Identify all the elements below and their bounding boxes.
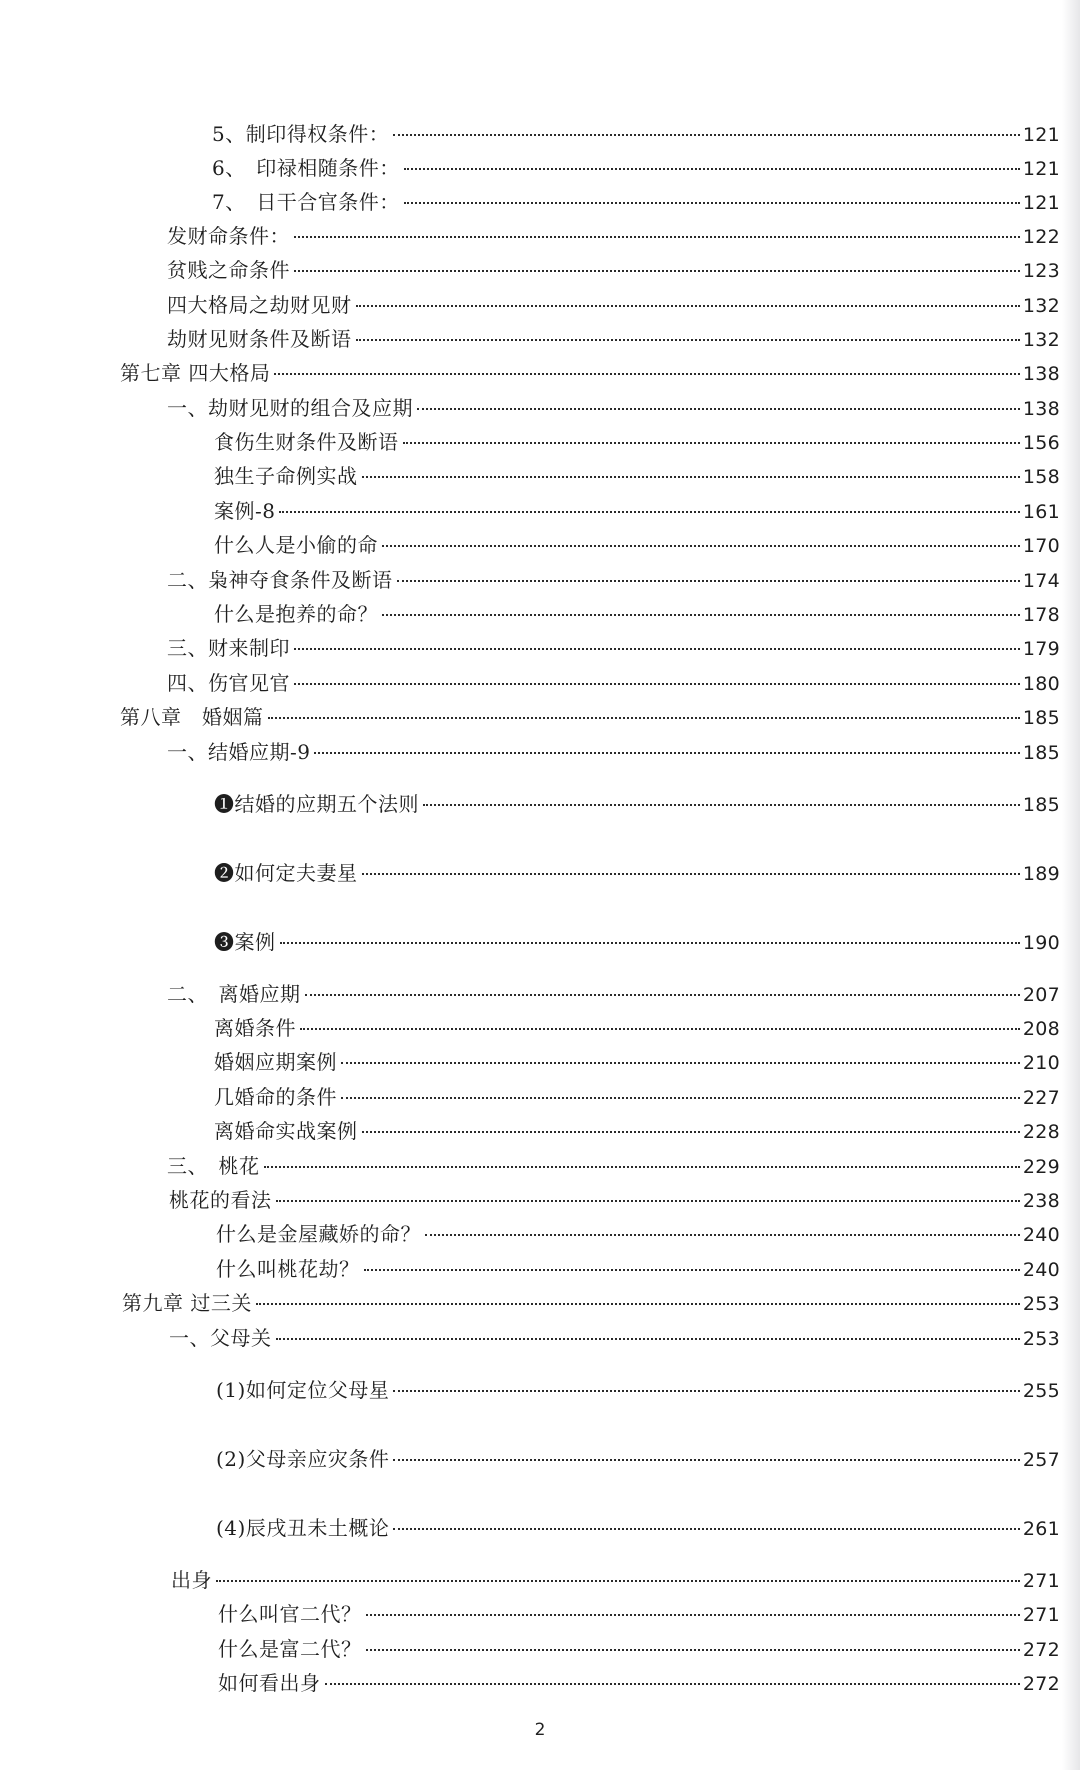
toc-entry-page: 138 [1022,398,1060,420]
toc-entry[interactable] [167,566,1060,594]
toc-dot-leader [417,408,1020,410]
toc-entry-title: 第八章 婚姻篇 [120,705,264,729]
toc-entry[interactable] [167,669,1060,697]
toc-entry-page: 185 [1022,794,1060,816]
toc-dot-leader [325,1683,1020,1685]
toc-entry[interactable] [167,291,1060,319]
toc-entry-page: 178 [1022,604,1060,626]
toc-entry[interactable] [214,531,1060,559]
toc-entry-title: 什么是富二代？ [218,1637,362,1661]
toc-dot-leader [393,1528,1019,1530]
toc-entry-title: 什么叫桃花劫？ [216,1257,360,1281]
toc-entry-page: 257 [1022,1449,1060,1471]
toc-entry-page: 272 [1022,1673,1060,1695]
toc-dot-leader [423,804,1020,806]
toc-entry-title: 7、 日干合官条件： [212,190,400,214]
toc-entry-title: 几婚命的条件 [214,1085,337,1109]
toc-dot-leader [274,373,1019,375]
toc-entry-title: (2)父母亲应灾条件 [216,1447,390,1471]
toc-entry[interactable] [167,1152,1060,1180]
toc-entry-page: 207 [1022,984,1060,1006]
toc-entry-title: 三、 桃花 [167,1154,260,1178]
toc-entry-title: 独生子命例实战 [214,464,358,488]
toc-entry[interactable] [120,703,1060,731]
toc-dot-leader [404,202,1020,204]
toc-entry-title: 四、伤官见官 [167,671,290,695]
toc-entry-page: 253 [1022,1293,1060,1315]
toc-dot-leader [341,1097,1020,1099]
toc-entry-title: 劫财见财条件及断语 [167,327,352,351]
toc-entry[interactable] [167,256,1060,284]
toc-entry-page: 185 [1022,742,1060,764]
toc-entry-title: 什么叫官二代？ [218,1602,362,1626]
toc-entry-page: 240 [1022,1259,1060,1281]
toc-dot-leader [397,580,1020,582]
toc-dot-leader [366,1614,1020,1616]
toc-entry[interactable] [216,1220,1060,1248]
toc-entry-title: ❶结婚的应期五个法则 [214,792,419,816]
page-number: 2 [534,1720,546,1740]
toc-entry-page: 121 [1022,192,1060,214]
toc-dot-leader [341,1062,1020,1064]
toc-entry-page: 156 [1022,432,1060,454]
toc-entry-page: 189 [1022,863,1060,885]
toc-dot-leader [294,270,1020,272]
toc-dot-leader [280,942,1020,944]
toc-entry-page: 122 [1022,226,1060,248]
toc-dot-leader [294,236,1020,238]
toc-entry-page: 228 [1022,1121,1060,1143]
toc-entry-page: 229 [1022,1156,1060,1178]
toc-dot-leader [382,545,1020,547]
toc-entry-page: 132 [1022,295,1060,317]
toc-dot-leader [366,1649,1020,1651]
toc-dot-leader [393,1390,1019,1392]
toc-dot-leader [393,1459,1019,1461]
toc-entry[interactable] [214,600,1060,628]
toc-entry-page: 161 [1022,501,1060,523]
toc-entry[interactable] [169,1186,1060,1214]
toc-entry-page: 132 [1022,329,1060,351]
toc-entry[interactable] [167,325,1060,353]
toc-dot-leader [356,339,1020,341]
toc-entry-title: 二、枭神夺食条件及断语 [167,568,393,592]
toc-entry-page: 272 [1022,1639,1060,1661]
toc-entry[interactable] [214,462,1060,490]
toc-dot-leader [279,511,1019,513]
toc-entry-title: 5、制印得权条件： [212,122,390,146]
toc-entry-title: 第七章 四大格局 [120,361,271,385]
toc-entry-title: 如何看出身 [218,1671,321,1695]
toc-entry[interactable] [171,1566,1060,1594]
toc-entry-page: 179 [1022,638,1060,660]
toc-entry-title: 食伤生财条件及断语 [214,430,399,454]
toc-entry-title: 离婚命实战案例 [214,1119,358,1143]
toc-entry-title: 桃花的看法 [169,1188,272,1212]
toc-entry-page: 238 [1022,1190,1060,1212]
toc-entry[interactable] [167,980,1060,1008]
toc-entry[interactable] [216,1255,1060,1283]
toc-entry-page: 170 [1022,535,1060,557]
toc-dot-leader [403,442,1020,444]
toc-entry[interactable] [214,928,1060,956]
toc-entry-title: 三、财来制印 [167,636,290,660]
toc-entry[interactable] [212,154,1060,182]
toc-entry-title: 第九章 过三关 [122,1291,252,1315]
toc-entry-page: 180 [1022,673,1060,695]
toc-dot-leader [404,168,1020,170]
toc-entry-title: 6、 印禄相随条件： [212,156,400,180]
toc-dot-leader [393,134,1020,136]
toc-entry[interactable] [214,428,1060,456]
toc-entry-title: 贫贱之命条件 [167,258,290,282]
toc-dot-leader [276,1200,1020,1202]
toc-entry-title: ❸案例 [214,930,276,954]
toc-entry-page: 271 [1022,1604,1060,1626]
toc-entry-title: 发财命条件： [167,224,290,248]
toc-entry-page: 190 [1022,932,1060,954]
toc-entry[interactable] [212,120,1060,148]
toc-entry-page: 253 [1022,1328,1060,1350]
toc-dot-leader [294,648,1020,650]
toc-dot-leader [314,752,1019,754]
toc-entry-page: 240 [1022,1224,1060,1246]
toc-entry-page: 261 [1022,1518,1060,1540]
toc-entry-page: 158 [1022,466,1060,488]
toc-entry-page: 208 [1022,1018,1060,1040]
toc-entry-title: 婚姻应期案例 [214,1050,337,1074]
toc-entry-page: 185 [1022,707,1060,729]
toc-dot-leader [264,1166,1020,1168]
toc-entry[interactable] [216,1514,1060,1542]
toc-entry[interactable] [216,1445,1060,1473]
toc-entry-title: 出身 [171,1568,212,1592]
toc-entry-page: 121 [1022,158,1060,180]
toc-entry[interactable] [167,738,1060,766]
toc-entry[interactable] [214,1117,1060,1145]
toc-entry[interactable] [212,188,1060,216]
toc-entry-page: 227 [1022,1087,1060,1109]
toc-entry[interactable] [169,1324,1060,1352]
toc-entry-title: 一、劫财见财的组合及应期 [167,396,413,420]
toc-entry-page: 174 [1022,570,1060,592]
toc-dot-leader [356,305,1020,307]
toc-entry-title: 案例-8 [214,499,276,523]
toc-entry-title: 二、 离婚应期 [167,982,301,1006]
toc-entry-title: 四大格局之劫财见财 [167,293,352,317]
toc-dot-leader [362,1131,1020,1133]
toc-dot-leader [216,1580,1020,1582]
toc-entry-title: 一、结婚应期-9 [167,740,311,764]
toc-entry[interactable] [214,497,1060,525]
toc-entry[interactable] [218,1669,1060,1697]
toc-entry-page: 138 [1022,363,1060,385]
toc-dot-leader [425,1234,1020,1236]
toc-entry[interactable] [214,859,1060,887]
toc-entry-title: 什么人是小偷的命 [214,533,378,557]
toc-dot-leader [362,476,1020,478]
toc-entry[interactable] [214,1083,1060,1111]
toc-entry[interactable] [218,1600,1060,1628]
toc-entry-title: 什么是抱养的命？ [214,602,378,626]
toc-entry[interactable] [216,1376,1060,1404]
toc-entry[interactable] [120,359,1060,387]
toc-entry-page: 121 [1022,124,1060,146]
toc-entry[interactable] [214,1014,1060,1042]
toc-dot-leader [276,1338,1020,1340]
toc-dot-leader [300,1028,1020,1030]
toc-entry-title: (1)如何定位父母星 [216,1378,390,1402]
toc-dot-leader [362,873,1020,875]
toc-entry-title: ❷如何定夫妻星 [214,861,358,885]
toc-entry[interactable] [214,1048,1060,1076]
toc-entry-page: 255 [1022,1380,1060,1402]
toc-entry[interactable] [167,394,1060,422]
toc-dot-leader [382,614,1020,616]
toc-dot-leader [364,1269,1020,1271]
toc-dot-leader [305,994,1020,996]
toc-entry-title: 什么是金屋藏娇的命？ [216,1222,421,1246]
toc-entry[interactable] [218,1635,1060,1663]
toc-entry-title: (4)辰戌丑未土概论 [216,1516,390,1540]
toc-entry-page: 210 [1022,1052,1060,1074]
toc-entry-title: 离婚条件 [214,1016,296,1040]
toc-entry[interactable] [214,790,1060,818]
toc-entry[interactable] [167,634,1060,662]
toc-dot-leader [256,1303,1020,1305]
toc-entry[interactable] [167,222,1060,250]
toc-entry-title: 一、父母关 [169,1326,272,1350]
toc-entry[interactable] [122,1289,1060,1317]
toc-dot-leader [268,717,1020,719]
toc-entry-page: 123 [1022,260,1060,282]
toc-dot-leader [294,683,1020,685]
toc-entry-page: 271 [1022,1570,1060,1592]
